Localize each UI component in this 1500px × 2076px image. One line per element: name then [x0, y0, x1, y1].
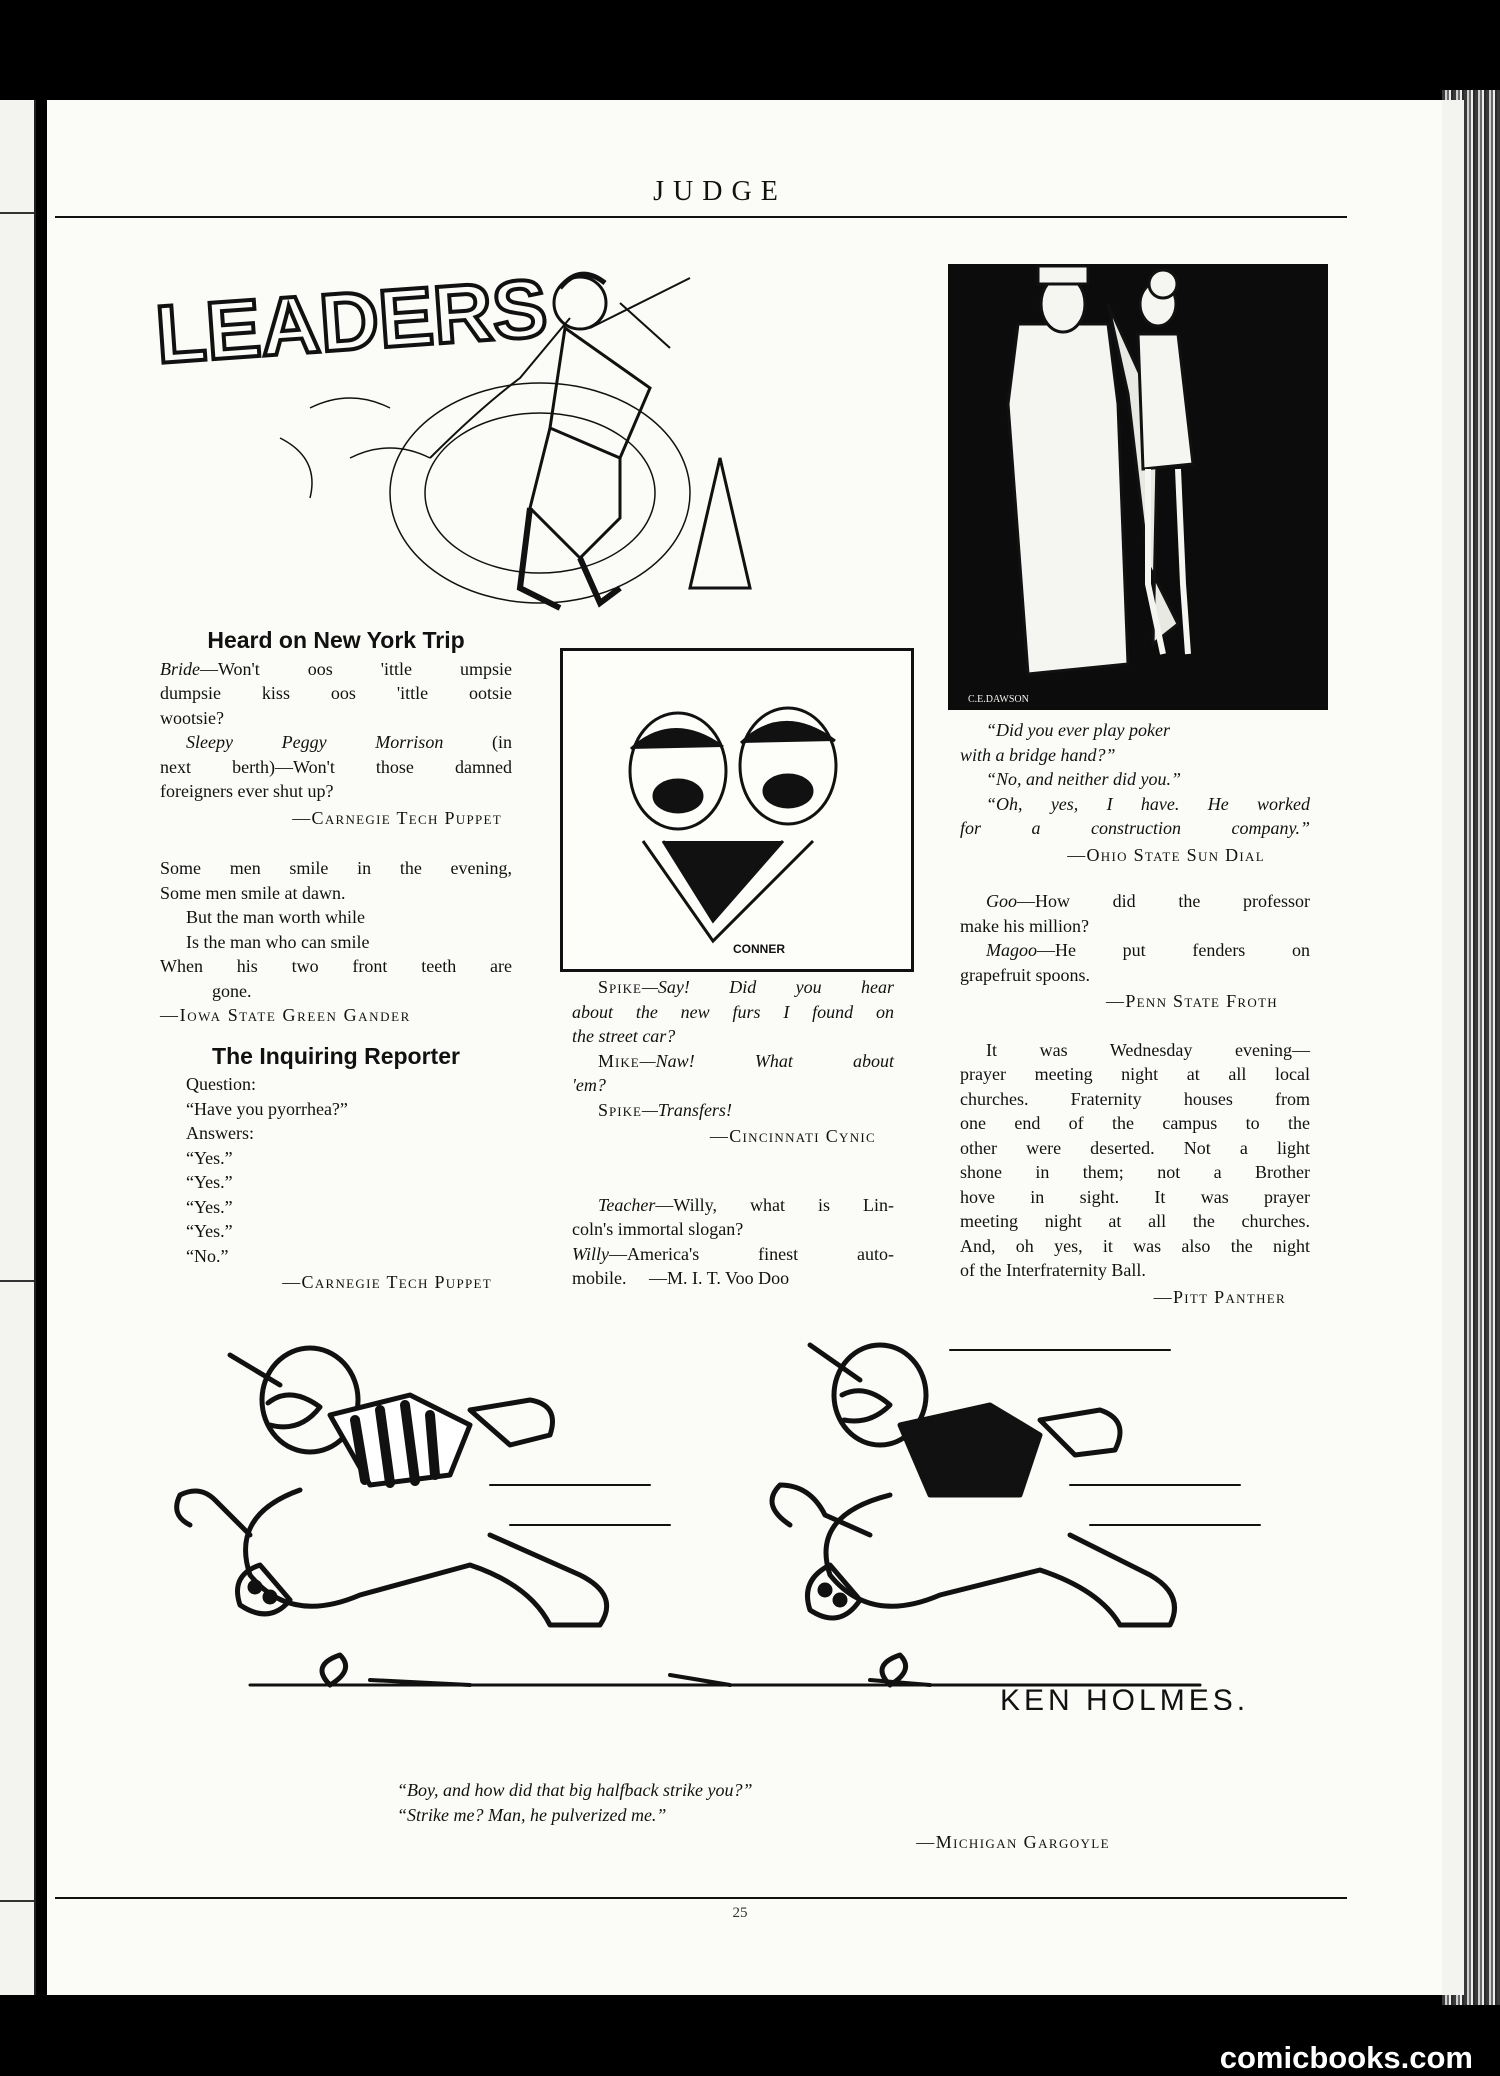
poker-line-5: for a construction company.” — [960, 818, 1310, 838]
heading-inquiring-reporter: The Inquiring Reporter — [212, 1042, 460, 1069]
couple-cartoon — [948, 264, 1328, 710]
wednesday-line-10: of the Interfraternity Ball. — [960, 1260, 1146, 1280]
bottom-rule — [55, 1897, 1347, 1899]
slogan-line-3: Willy—America's finest auto- — [572, 1243, 894, 1264]
poem-line-1: Some men smile in the evening, — [160, 858, 512, 878]
poem-credit: —Iowa State Green Gander — [160, 1005, 411, 1025]
leaders-illustration — [150, 258, 790, 628]
trip-line-1: Bride—Won't oos 'ittle umpsie — [160, 658, 512, 679]
caption-line-1: “Boy, and how did that big halfback strike you?” — [397, 1780, 753, 1800]
column-left — [160, 628, 512, 1295]
wednesday-credit: —Pitt Panther — [1153, 1286, 1286, 1307]
reporter-line-4: “Yes.” — [186, 1147, 233, 1168]
caption-line-2: “Strike me? Man, he pulverized me.” — [397, 1804, 667, 1825]
wednesday-line-8: meeting night at all the churches. — [960, 1211, 1310, 1231]
trip-line-2: dumpsie kiss oos 'ittle ootsie — [160, 683, 512, 703]
furs-line-6: Spike—Transfers! — [598, 1099, 732, 1120]
trip-line-3: wootsie? — [160, 707, 224, 728]
wednesday-line-3: churches. Fraternity houses from — [960, 1088, 1310, 1109]
svg-text:C.E.DAWSON: C.E.DAWSON — [968, 694, 1029, 705]
reporter-line-2: “Have you pyorrhea?” — [186, 1098, 348, 1119]
two-laughing-men-cartoon — [560, 648, 914, 972]
football-caption-credit: —Michigan Gargoyle — [916, 1832, 1110, 1852]
poem-line-4: Is the man who can smile — [186, 931, 370, 952]
top-rule — [55, 216, 1347, 218]
book-spine — [1442, 90, 1500, 2005]
spoons-credit: —Penn State Froth — [1106, 991, 1278, 1011]
reporter-line-8: “No.” — [186, 1245, 229, 1266]
wednesday-line-7: hove in sight. It was prayer — [960, 1186, 1310, 1207]
trip-line-4: Sleepy Peggy Morrison (in — [186, 732, 513, 752]
page-number: 25 — [732, 1905, 748, 1921]
wednesday-line-6: shone in them; not a Brother — [960, 1162, 1310, 1182]
masthead-title: JUDGE — [653, 176, 787, 207]
trip-line-6: foreigners ever shut up? — [160, 781, 334, 801]
wednesday-line-9: And, oh yes, it was also the night — [960, 1235, 1310, 1256]
trip-line-5: next berth)—Won't those damned — [160, 756, 512, 777]
reporter-line-1: Question: — [186, 1074, 256, 1094]
conner-signature: CONNER — [733, 942, 786, 956]
poker-line-3: “No, and neither did you.” — [986, 769, 1182, 789]
poem-line-3: But the man worth while — [186, 907, 365, 927]
furs-line-2: about the new furs I found on — [572, 1001, 894, 1022]
spoons-line-3: Magoo—He put fenders on — [986, 940, 1310, 960]
reporter-line-7: “Yes.” — [186, 1221, 233, 1241]
leaders-title-art: LEADERS — [152, 262, 551, 381]
spoons-line-2: make his million? — [960, 915, 1089, 936]
heading-heard-on-new-york-trip: Heard on New York Trip — [207, 627, 465, 653]
slogan-line-2: coln's immortal slogan? — [572, 1219, 744, 1239]
column-right — [960, 718, 1310, 1309]
spoons-line-1: Goo—How did the professor — [986, 891, 1310, 911]
slogan-line-4: mobile. —M. I. T. Voo Doo — [572, 1268, 790, 1288]
wednesday-line-4: one end of the campus to the — [960, 1113, 1310, 1133]
poem-line-6: gone. — [212, 980, 252, 1001]
furs-line-5: 'em? — [572, 1075, 606, 1095]
laughing-men-drawing — [563, 651, 911, 969]
football-caption — [397, 1778, 1117, 1827]
wednesday-line-2: prayer meeting night at all local — [960, 1064, 1310, 1084]
furs-line-4: Mike—Naw! What about — [598, 1050, 894, 1071]
ken-holmes-signature: KEN HOLMES. — [1000, 1684, 1250, 1710]
column-middle — [572, 975, 894, 1291]
poker-line-4: “Oh, yes, I have. He worked — [986, 793, 1310, 814]
spoons-line-4: grapefruit spoons. — [960, 964, 1090, 985]
facing-page-edge — [0, 100, 36, 1995]
site-watermark[interactable]: comicbooks.com — [1219, 2040, 1473, 2075]
trip-credit: —Carnegie Tech Puppet — [292, 807, 502, 828]
poker-line-1: “Did you ever play poker — [986, 720, 1170, 740]
football-players-cartoon — [170, 1325, 1330, 1710]
reporter-line-5: “Yes.” — [186, 1172, 233, 1192]
slogan-line-1: Teacher—Willy, what is Lin- — [598, 1194, 894, 1215]
reporter-line-6: “Yes.” — [186, 1196, 233, 1217]
furs-line-1: Spike—Say! Did you hear — [598, 977, 894, 997]
furs-line-3: the street car? — [572, 1026, 676, 1046]
poker-line-2: with a bridge hand?” — [960, 744, 1116, 765]
reporter-credit: —Carnegie Tech Puppet — [282, 1272, 492, 1292]
furs-credit: —Cincinnati Cynic — [709, 1126, 876, 1146]
poem-line-2: Some men smile at dawn. — [160, 882, 346, 903]
wednesday-line-1: It was Wednesday evening— — [986, 1039, 1310, 1060]
poker-credit: —Ohio State Sun Dial — [1067, 844, 1265, 865]
wednesday-line-5: other were deserted. Not a light — [960, 1137, 1310, 1158]
reporter-line-3: Answers: — [186, 1123, 254, 1143]
poem-line-5: When his two front teeth are — [160, 956, 512, 976]
